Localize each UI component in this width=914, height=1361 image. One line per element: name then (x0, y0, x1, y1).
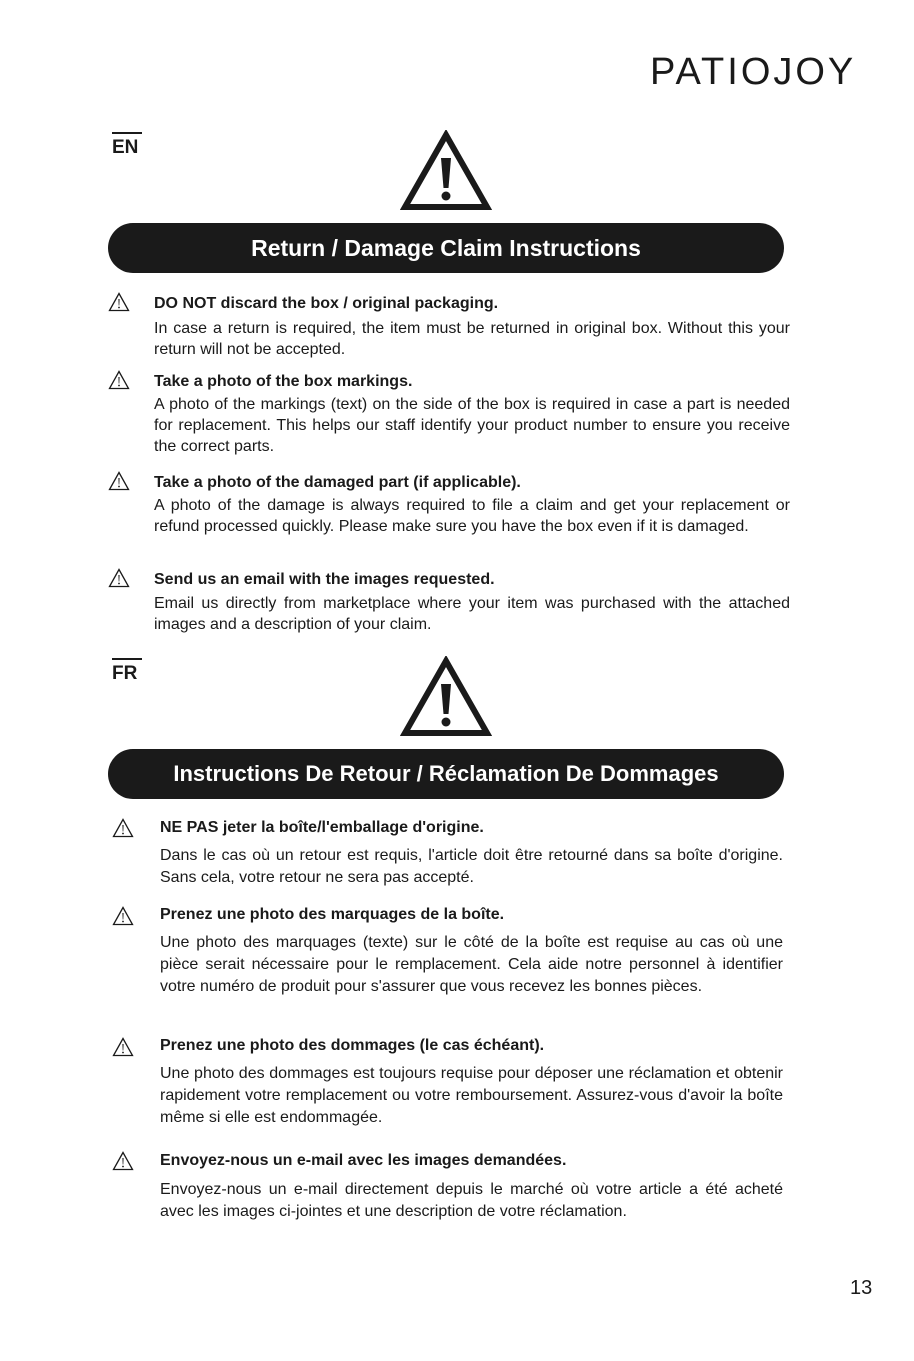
instruction-body: Envoyez-nous un e-mail directement depuis le marché où votre article a été acheté avec les images ci-jointes et une description de votre réclamation. (160, 1181, 783, 1220)
instruction-heading: Take a photo of the box markings. (154, 373, 413, 390)
warning-icon (112, 1151, 134, 1171)
instruction-body: Une photo des dommages est toujours requise pour déposer une réclamation et obtenir rapidement votre remplacement ou votre remboursement. Assurez-vous d'avoir la boîte même si elle est endommagée. (160, 1065, 783, 1126)
warning-icon (108, 471, 130, 491)
warning-icon (108, 292, 130, 312)
instruction-body: Email us directly from marketplace where your item was purchased with the attached images and a description of your claim. (154, 595, 790, 633)
warning-icon (108, 370, 130, 390)
instruction-heading: NE PAS jeter la boîte/l'emballage d'origine. (160, 819, 484, 836)
warning-icon (112, 906, 134, 926)
warning-icon (112, 1037, 134, 1057)
instruction-heading: Prenez une photo des marquages de la boîte. (160, 906, 505, 923)
instruction-body: A photo of the markings (text) on the side of the box is required in case a part is needed for replacement. This helps our staff identify your product number to ensure you receive the correct parts. (154, 396, 790, 455)
section-title-banner: Instructions De Retour / Réclamation De Dommages (108, 749, 784, 799)
instruction-heading: DO NOT discard the box / original packaging. (154, 295, 499, 312)
page-number: 13 (850, 1277, 873, 1299)
instruction-body: Dans le cas où un retour est requis, l'article doit être retourné dans sa boîte d'origine. Sans cela, votre retour ne sera pas accepté. (160, 847, 783, 886)
brand-logo: PATIOJOY (650, 51, 857, 93)
section-title-banner: Return / Damage Claim Instructions (108, 223, 784, 273)
warning-icon (108, 568, 130, 588)
instruction-body: Une photo des marquages (texte) sur le côté de la boîte est requise au cas où une pièce serait nécessaire pour le remplacement. Cela aide notre personnel à identifier votre numéro de produit pour s'assurer que vous recevez les bonnes pièces. (160, 934, 783, 995)
instruction-heading: Prenez une photo des dommages (le cas échéant). (160, 1037, 545, 1054)
language-label-fr: FR (112, 658, 142, 684)
instruction-heading: Send us an email with the images requested. (154, 571, 495, 588)
instruction-heading: Take a photo of the damaged part (if applicable). (154, 474, 521, 491)
warning-icon (112, 818, 134, 838)
instruction-body: In case a return is required, the item must be returned in original box. Without this your return will not be accepted. (154, 320, 790, 358)
instruction-heading: Envoyez-nous un e-mail avec les images demandées. (160, 1152, 567, 1169)
warning-triangle-icon (400, 130, 492, 212)
warning-triangle-icon (400, 656, 492, 738)
language-label-en: EN (112, 132, 142, 158)
instruction-body: A photo of the damage is always required to file a claim and get your replacement or refund processed quickly. Please make sure you have the box even if it is damaged. (154, 497, 790, 535)
